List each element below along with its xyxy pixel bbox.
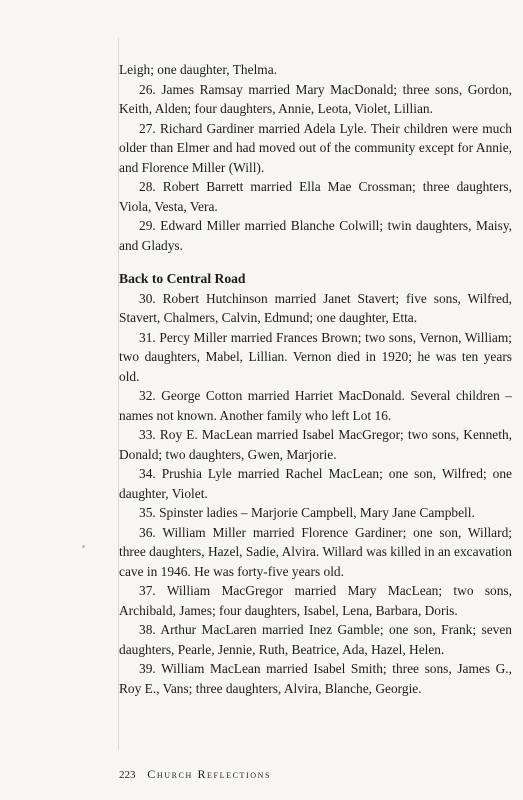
paragraph-36: 36. William Miller married Florence Gardiner; one son, Willard; three daughters, Hazel, Sadie, Alvira. Willard was killed in an excavation cave in 1946. He was forty-five years old. [119, 524, 512, 579]
paragraph-34: 34. Prushia Lyle married Rachel MacLean; one son, Wilfred; one daughter, Violet. [119, 466, 512, 501]
section-heading: Back to Central Road [119, 271, 246, 286]
running-head: Church Reflections [147, 767, 272, 781]
page-number: 223 [119, 769, 136, 781]
paragraph-29: 29. Edward Miller married Blanche Colwill; twin daughters, Maisy, and Gladys. [119, 218, 512, 253]
paragraph-31: 31. Percy Miller married Frances Brown; two sons, Vernon, William; two daughters, Mabel, Lillian. Vernon died in 1920; he was ten years old. [119, 329, 512, 384]
paragraph-25-continued: Leigh; one daughter, Thelma. [119, 62, 277, 77]
paragraph-28: 28. Robert Barrett married Ella Mae Crossman; three daughters, Viola, Vesta, Vera. [119, 179, 512, 214]
paragraph-35: 35. Spinster ladies – Marjorie Campbell, Mary Jane Campbell. [139, 505, 475, 520]
paper-fleck [82, 545, 85, 548]
paragraph-27: 27. Richard Gardiner married Adela Lyle. Their children were much older than Elmer and had moved out of the community except for Annie, and Florence Miller (Will). [119, 120, 512, 175]
paragraph-38: 38. Arthur MacLaren married Inez Gamble; one son, Frank; seven daughters, Pearle, Jennie, Ruth, Beatrice, Ada, Hazel, Helen. [119, 622, 512, 657]
paragraph-33: 33. Roy E. MacLean married Isabel MacGregor; two sons, Kenneth, Donald; two daughters, Gwen, Marjorie. [119, 427, 512, 462]
paragraph-30: 30. Robert Hutchinson married Janet Stavert; five sons, Wilfred, Stavert, Chalmers, Calvin, Edmund; one daughter, Etta. [119, 290, 512, 325]
paragraph-39: 39. William MacLean married Isabel Smith; three sons, James G., Roy E., Vans; three daughters, Alvira, Blanche, Georgie. [119, 661, 512, 696]
paragraph-26: 26. James Ramsay married Mary MacDonald; three sons, Gordon, Keith, Alden; four daughters, Annie, Leota, Violet, Lillian. [119, 81, 512, 116]
body-text [119, 60, 512, 698]
page-footer [119, 767, 271, 782]
paragraph-32: 32. George Cotton married Harriet MacDonald. Several children – names not known. Another family who left Lot 16. [119, 388, 512, 423]
paragraph-37: 37. William MacGregor married Mary MacLean; two sons, Archibald, James; four daughters, Isabel, Lena, Barbara, Doris. [119, 583, 512, 618]
